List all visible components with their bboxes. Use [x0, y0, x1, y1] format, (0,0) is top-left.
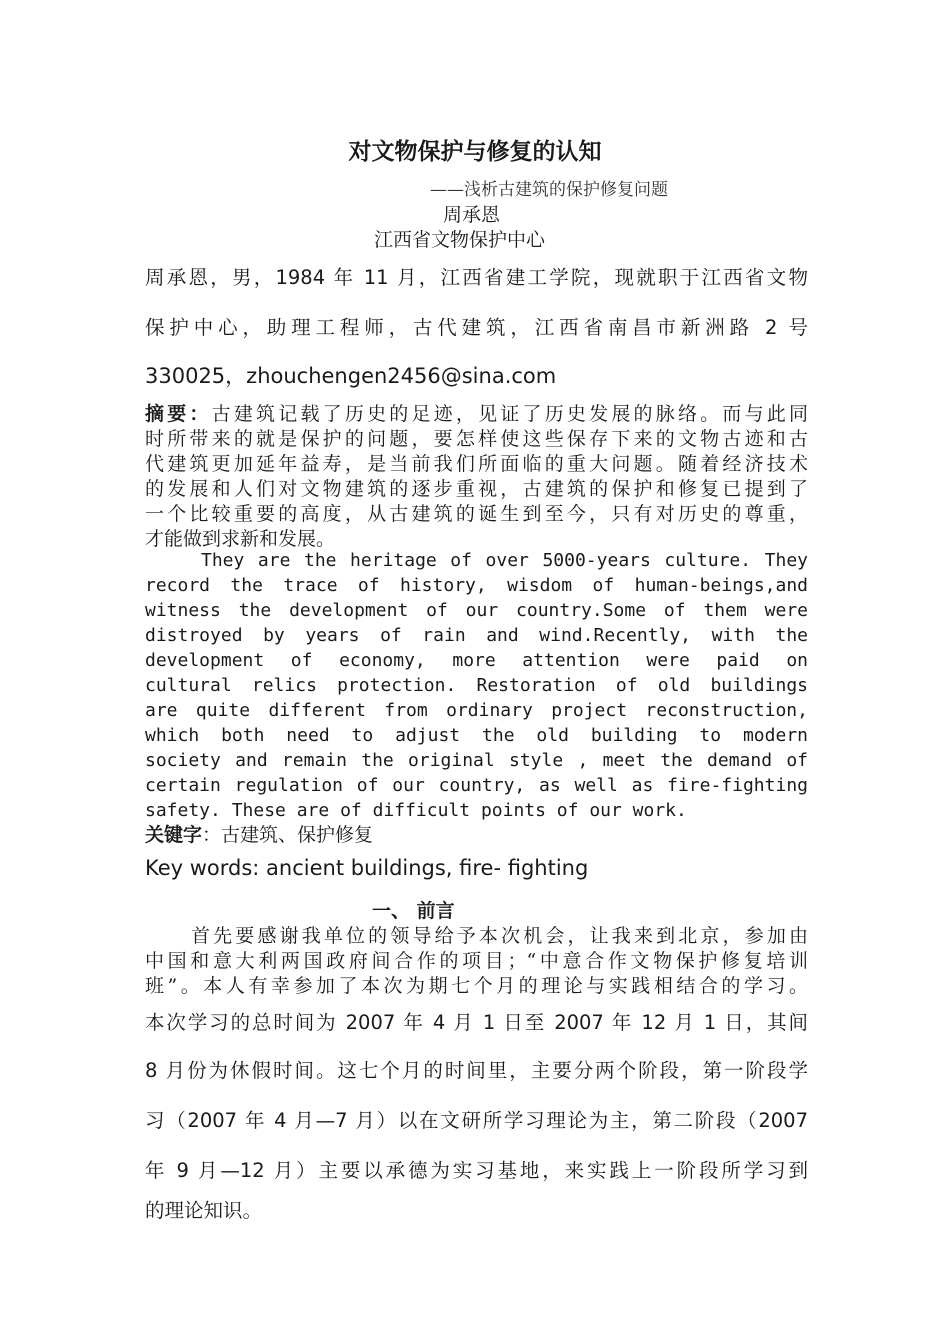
english-abstract-line: record the trace of history, wisdom of human-beings,and — [145, 575, 808, 596]
abstract-text: 古建筑记载了历史的足迹，见证了历史发展的脉络。而与此同 — [211, 403, 808, 425]
intro-line: 的理论知识。 — [145, 1199, 263, 1222]
english-abstract-line: cultural relics protection. Restoration of old buildings — [145, 675, 808, 696]
abstract-line: 才能做到求新和发展。 — [145, 528, 336, 550]
english-abstract-line: certain regulation of our country, as well as fire-fighting — [145, 775, 808, 796]
intro-line: 年 9 月—12 月）主要以承德为实习基地，来实践上一阶段所学习到 — [145, 1159, 808, 1182]
author-info-line: 保护中心，助理工程师，古代建筑，江西省南昌市新洲路 2 号 — [145, 316, 808, 339]
section-heading: 一、 前言 — [372, 900, 455, 922]
keywords — [145, 820, 373, 847]
english-abstract-line: witness the development of our country.Some of them were — [145, 600, 808, 621]
document-title: 对文物保护与修复的认知 — [348, 138, 602, 165]
author-info-line: 周承恩，男，1984 年 11 月，江西省建工学院，现就职于江西省文物 — [145, 266, 808, 289]
english-abstract-line: society and remain the original style , meet the demand of — [145, 750, 808, 771]
abstract-line: 一个比较重要的高度，从古建筑的诞生到至今，只有对历史的尊重， — [145, 503, 808, 525]
english-abstract-line: distroyed by years of rain and wind.Recently, with the — [145, 625, 808, 646]
english-abstract-line: development of economy, more attention were paid on — [145, 650, 808, 671]
author-name: 周承恩 — [443, 204, 501, 226]
keywords-value: ：古建筑、保护修复 — [202, 824, 374, 846]
abstract-line: 代建筑更加延年益寿，是当前我们所面临的重大问题。随着经济技术 — [145, 453, 808, 475]
intro-line: 首先要感谢我单位的领导给予本次机会，让我来到北京，参加由 — [191, 925, 808, 947]
document-subtitle: ——浅析古建筑的保护修复问题 — [430, 180, 668, 200]
abstract-line: 的发展和人们对文物建筑的逐步重视，古建筑的保护和修复已提到了 — [145, 478, 808, 500]
intro-line: 班”。本人有幸参加了本次为期七个月的理论与实践相结合的学习。 — [145, 975, 808, 997]
english-abstract-line: safety. These are of difficult points of our work. — [145, 800, 687, 821]
author-info-line: 330025，zhouchengen2456@sina.com — [145, 364, 557, 388]
abstract-first-line — [145, 399, 808, 426]
intro-line: 中国和意大利两国政府间合作的项目；“中意合作文物保护修复培训 — [145, 950, 808, 972]
intro-line: 习（2007 年 4 月—7 月）以在文研所学习理论为主，第二阶段（2007 — [145, 1109, 808, 1132]
keywords-english: Key words: ancient buildings, fire- fighting — [145, 856, 589, 880]
english-abstract-line: which both need to adjust the old building to modern — [145, 725, 808, 746]
abstract-label: 摘要： — [145, 403, 212, 425]
keywords-label: 关键字 — [145, 824, 203, 846]
english-abstract-line: are quite different from ordinary project reconstruction, — [145, 700, 808, 721]
author-organization: 江西省文物保护中心 — [374, 229, 546, 251]
intro-line: 本次学习的总时间为 2007 年 4 月 1 日至 2007 年 12 月 1 日，其间 — [145, 1011, 808, 1034]
abstract-line: 时所带来的就是保护的问题，要怎样使这些保存下来的文物古迹和古 — [145, 428, 808, 450]
english-abstract-line: They are the heritage of over 5000-years culture. They — [201, 550, 808, 571]
intro-line: 8 月份为休假时间。这七个月的时间里，主要分两个阶段，第一阶段学 — [145, 1059, 808, 1082]
